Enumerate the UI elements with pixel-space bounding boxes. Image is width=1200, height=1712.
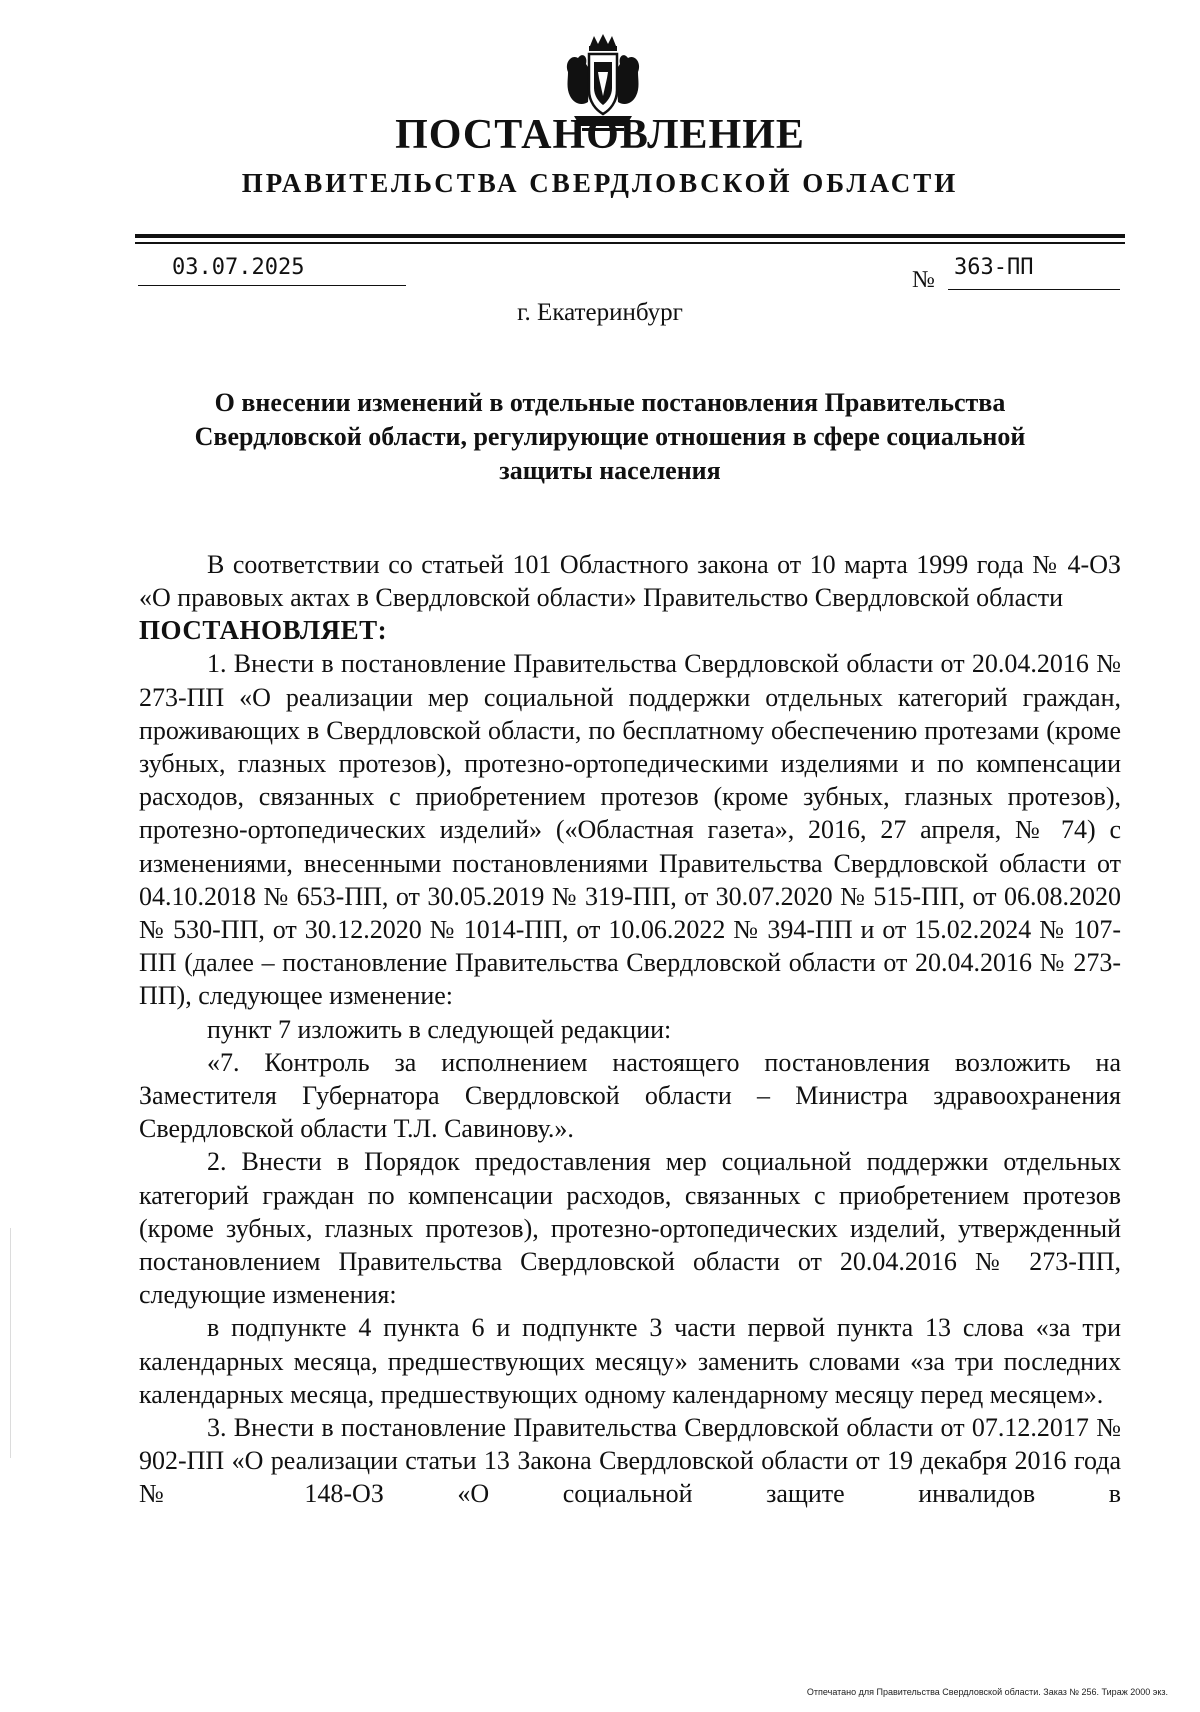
- document-date: 03.07.2025: [172, 255, 305, 280]
- paragraph-2: 2. Внести в Порядок предоставления мер социальной поддержки отдельных категорий граждан по компенсации расходов, связанных с приобретением протезов (кроме зубных, глазных протезов), протезно-ортопедических изделий, утвержденный постановлением Правительства Свердловской области от 20.04.2016 № 273-ПП, следующие изменения:: [139, 1147, 1121, 1310]
- document-body: [139, 548, 1121, 1511]
- paragraph-1-quote: «7. Контроль за исполнением настоящего постановления возложить на Заместителя Губернатора Свердловской области – Министра здравоохранения Свердловской области Т.Л. Савинову.».: [139, 1047, 1121, 1144]
- header-divider-thin: [135, 242, 1125, 244]
- resolves-label: ПОСТАНОВЛЯЕТ:: [139, 615, 388, 646]
- number-sign: №: [912, 267, 935, 293]
- paragraph-2-subitem: в подпункте 4 пункта 6 и подпункте 3 части первой пункта 13 слова «за три календарных месяца, предшествующих месяцу» заменить словами «за три последних календарных месяца, предшествующих одному календарному месяцу перед месяцем».: [139, 1313, 1121, 1409]
- issuing-authority: ПРАВИТЕЛЬСТВА СВЕРДЛОВСКОЙ ОБЛАСТИ: [241, 168, 959, 198]
- header-divider-thick: [135, 234, 1125, 238]
- scan-artifact-line: [10, 1228, 11, 1458]
- paragraph-3: 3. Внести в постановление Правительства Свердловской области от 07.12.2017 № 902-ПП «О реализации статьи 13 Закона Свердловской области от 19 декабря 2016 года № 148-ОЗ «О социальной защите инвалидов в: [139, 1413, 1121, 1509]
- number-field: [948, 253, 1120, 290]
- document-heading: О внесении изменений в отдельные постановления Правительства Свердловской области, регулирующие отношения в сфере социальной защиты населения: [194, 388, 1026, 485]
- document-city: г. Екатеринбург: [517, 299, 683, 326]
- print-note: Отпечатано для Правительства Свердловской области. Заказ № 256. Тираж 2000 экз.: [806, 1687, 1168, 1697]
- paragraph-1-subitem: пункт 7 изложить в следующей редакции:: [207, 1014, 672, 1044]
- paragraph-1: 1. Внести в постановление Правительства Свердловской области от 20.04.2016 № 273-ПП «О реализации мер социальной поддержки отдельных категорий граждан, проживающих в Свердловской области, по бесплатному обеспечению протезами (кроме зубных, глазных протезов), протезно-ортопедическими изделиями и по компенсации расходов, связанных с приобретением протезов (кроме зубных, глазных протезов), протезно-ортопедических изделий» («Областная газета», 2016, 27 апреля, № 74) с изменениями, внесенными постановлениями Правительства Свердловской области от 04.10.2018 № 653-ПП, от 30.05.2019 № 319-ПП, от 30.07.2020 № 515-ПП, от 06.08.2020 № 530-ПП, от 30.12.2020 № 1014-ПП, от 10.06.2022 № 394-ПП и от 15.02.2024 № 107-ПП (далее – постановление Правительства Свердловской области от 20.04.2016 № 273-ПП), следующее изменение:: [139, 649, 1121, 1011]
- document-type-title: ПОСТАНОВЛЕНИЕ: [395, 112, 805, 158]
- document-number: 363-ПП: [954, 255, 1034, 280]
- preamble-paragraph: В соответствии со статьей 101 Областного закона от 10 марта 1999 года № 4-ОЗ «О правовых актах в Свердловской области» Правительство Свердловской области: [139, 550, 1121, 613]
- date-field: [138, 253, 406, 286]
